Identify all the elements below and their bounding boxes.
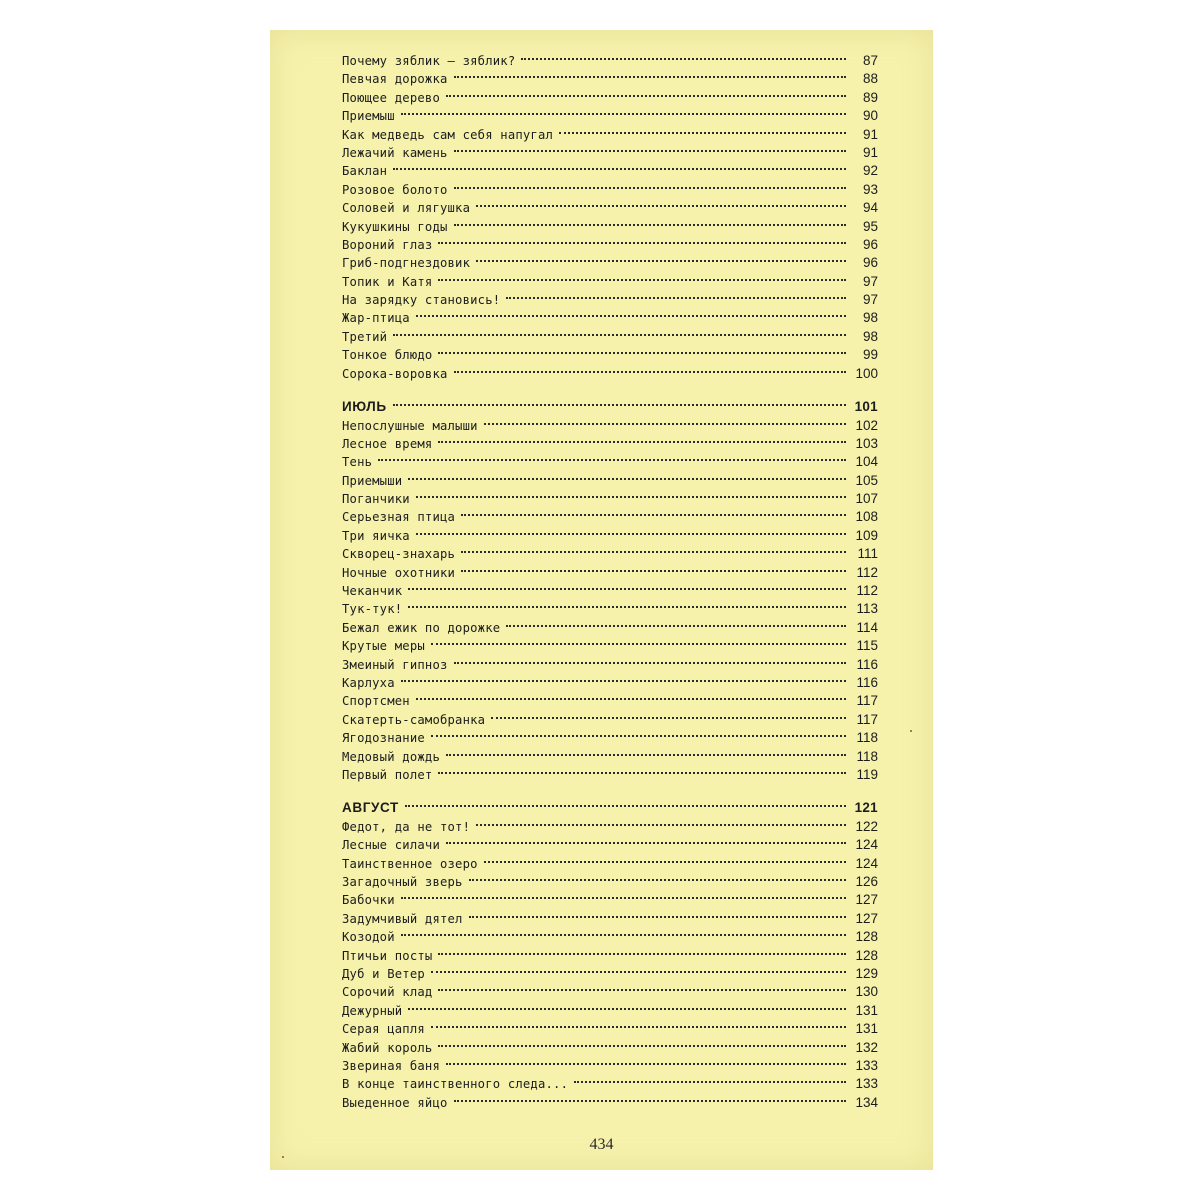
entry-page-number: 116 (856, 675, 878, 690)
entry-title: Жабий король (342, 1040, 433, 1055)
entry-title: Кукушкины годы (342, 219, 448, 234)
entry-page-number: 113 (856, 601, 878, 617)
entry-title: Сорока-воровка (342, 366, 448, 381)
entry-title: Задумчивый дятел (342, 911, 463, 926)
dot-leader (454, 662, 846, 664)
entry-title: Топик и Катя (342, 274, 433, 289)
entry-title: Приемыши (342, 473, 403, 488)
entry-page-number: 99 (862, 347, 878, 363)
dot-leader (461, 551, 846, 553)
dot-leader (401, 934, 846, 936)
toc-entry (342, 472, 878, 490)
entry-page-number: 133 (855, 1057, 878, 1073)
toc-section-heading (342, 797, 878, 818)
toc-entry (342, 162, 878, 180)
entry-title: Первый полет (342, 767, 433, 782)
toc-entry (342, 619, 878, 637)
entry-title: Карлуха (342, 676, 395, 690)
dot-leader (521, 58, 846, 60)
toc-entry (342, 52, 878, 70)
dot-leader (438, 242, 846, 244)
entry-page-number: 130 (855, 984, 878, 1000)
entry-page-number: 134 (855, 1094, 878, 1110)
entry-page-number: 92 (862, 163, 878, 179)
dot-leader (484, 423, 846, 425)
dot-leader (469, 916, 846, 918)
book-page (270, 30, 933, 1170)
paper-speck (910, 730, 912, 732)
toc-entry (342, 417, 878, 435)
section-heading-title: ИЮЛЬ (342, 398, 387, 414)
dot-leader (431, 735, 846, 737)
entry-title: Ягодознание (342, 731, 425, 746)
toc-entry (342, 70, 878, 88)
entry-page-number: 112 (856, 583, 878, 599)
entry-page-number: 105 (855, 472, 878, 488)
section-heading-title: АВГУСТ (342, 799, 399, 815)
dot-leader (506, 625, 846, 627)
toc-entry (342, 144, 878, 162)
entry-page-number: 124 (855, 855, 878, 871)
entry-title: Бабочки (342, 893, 395, 908)
entry-page-number: 117 (856, 693, 878, 709)
entry-page-number: 128 (855, 929, 878, 945)
table-of-contents (342, 52, 878, 1112)
toc-entry (342, 89, 878, 107)
toc-entry (342, 564, 878, 582)
entry-title: Дежурный (342, 1003, 403, 1018)
toc-section (342, 396, 878, 785)
entry-page-number: 116 (856, 656, 878, 672)
dot-leader (506, 297, 846, 299)
entry-page-number: 97 (862, 273, 878, 289)
entry-title: Серая цапля (342, 1022, 425, 1037)
entry-page-number: 96 (862, 236, 878, 252)
entry-page-number: 93 (862, 181, 878, 197)
toc-entry (342, 291, 878, 309)
dot-leader (431, 1026, 846, 1028)
toc-entry (342, 836, 878, 854)
dot-leader (416, 315, 846, 317)
dot-leader (416, 698, 846, 700)
toc-entry (342, 766, 878, 784)
entry-title: Тень (342, 455, 373, 470)
toc-entry (342, 365, 878, 383)
entry-page-number: 103 (855, 435, 878, 451)
entry-title: Скатерть-самобранка (342, 712, 486, 727)
entry-page-number: 89 (862, 89, 878, 105)
toc-entry (342, 748, 878, 766)
dot-leader (446, 842, 846, 844)
entry-page-number: 98 (862, 328, 878, 344)
toc-entry (342, 1039, 878, 1057)
entry-title: Соловей и лягушка (342, 201, 471, 216)
toc-entry (342, 527, 878, 545)
entry-title: Жар-птица (342, 311, 410, 326)
entry-page-number: 111 (857, 546, 878, 562)
entry-page-number: 115 (856, 638, 878, 654)
dot-leader (559, 132, 846, 134)
toc-section (342, 52, 878, 383)
dot-leader (401, 680, 846, 682)
dot-leader (401, 113, 846, 115)
dot-leader (461, 514, 846, 516)
toc-entry (342, 910, 878, 928)
toc-entry (342, 218, 878, 236)
toc-entry (342, 1094, 878, 1112)
toc-entry (342, 1020, 878, 1038)
entry-page-number: 117 (856, 711, 878, 727)
dot-leader (438, 279, 846, 281)
entry-page-number: 102 (855, 417, 878, 433)
entry-page-number: 100 (855, 365, 878, 381)
dot-leader (438, 352, 846, 354)
entry-page-number: 129 (855, 965, 878, 981)
toc-entry (342, 435, 878, 453)
entry-title: Приемыш (342, 109, 395, 124)
toc-entry (342, 983, 878, 1001)
entry-title: В конце таинственного следа... (342, 1077, 569, 1092)
section-heading-page: 121 (854, 799, 878, 815)
paper-speck (282, 1156, 284, 1158)
entry-title: Козодой (342, 930, 395, 945)
toc-entry (342, 692, 878, 710)
toc-entry (342, 107, 878, 125)
toc-entry (342, 126, 878, 144)
entry-title: Змеиный гипноз (342, 657, 448, 672)
entry-title: Звериная баня (342, 1058, 440, 1073)
entry-page-number: 114 (856, 619, 878, 635)
entry-page-number: 97 (862, 292, 878, 308)
entry-title: Птичьи посты (342, 948, 433, 963)
dot-leader (446, 1063, 846, 1065)
dot-leader (438, 772, 846, 774)
toc-entry (342, 273, 878, 291)
entry-title: Тук-тук! (342, 602, 403, 617)
entry-title: Дуб и Ветер (342, 966, 425, 981)
entry-page-number: 128 (855, 947, 878, 963)
dot-leader (393, 404, 846, 406)
toc-entry (342, 545, 878, 563)
entry-title: Певчая дорожка (342, 72, 448, 87)
dot-leader (476, 205, 846, 207)
entry-page-number: 88 (862, 71, 878, 87)
toc-entry (342, 674, 878, 692)
entry-page-number: 132 (855, 1039, 878, 1055)
toc-entry (342, 891, 878, 909)
dot-leader (431, 971, 846, 973)
entry-title: Выеденное яйцо (342, 1095, 448, 1110)
dot-leader (454, 224, 846, 226)
entry-page-number: 96 (862, 255, 878, 271)
dot-leader (454, 76, 846, 78)
entry-page-number: 133 (855, 1076, 878, 1092)
entry-title: Поганчики (342, 492, 410, 507)
entry-page-number: 107 (855, 491, 878, 507)
dot-leader (454, 187, 846, 189)
dot-leader (476, 824, 846, 826)
dot-leader (454, 1100, 846, 1102)
entry-page-number: 95 (862, 218, 878, 234)
toc-entry (342, 1002, 878, 1020)
toc-entry (342, 873, 878, 891)
toc-entry (342, 818, 878, 836)
dot-leader (405, 805, 846, 807)
dot-leader (393, 168, 846, 170)
dot-leader (438, 953, 846, 955)
dot-leader (476, 260, 846, 262)
entry-title: Тонкое блюдо (342, 348, 433, 363)
dot-leader (408, 478, 846, 480)
entry-title: Поющее дерево (342, 90, 440, 105)
entry-page-number: 91 (862, 144, 878, 160)
dot-leader (408, 588, 846, 590)
dot-leader (416, 496, 846, 498)
toc-entry (342, 965, 878, 983)
dot-leader (438, 989, 846, 991)
entry-page-number: 109 (855, 527, 878, 543)
dot-leader (378, 459, 846, 461)
toc-section-heading (342, 396, 878, 417)
entry-title: Ночные охотники (342, 565, 456, 580)
entry-title: Три яичка (342, 528, 410, 543)
entry-page-number: 127 (855, 892, 878, 908)
entry-title: Сорочий клад (342, 985, 433, 1000)
toc-entry (342, 453, 878, 471)
dot-leader (393, 334, 846, 336)
dot-leader (484, 861, 846, 863)
entry-title: Розовое болото (342, 182, 448, 197)
toc-entry (342, 600, 878, 618)
entry-page-number: 87 (862, 53, 878, 68)
entry-page-number: 94 (862, 200, 878, 216)
toc-section (342, 797, 878, 1112)
entry-title: Скворец-знахарь (342, 547, 456, 562)
toc-entry (342, 309, 878, 327)
dot-leader (574, 1081, 846, 1083)
entry-page-number: 118 (856, 748, 878, 764)
entry-page-number: 122 (855, 818, 878, 834)
dot-leader (408, 1008, 846, 1010)
dot-leader (461, 570, 846, 572)
dot-leader (454, 371, 846, 373)
entry-title: Спортсмен (342, 694, 410, 709)
entry-page-number: 104 (855, 454, 878, 470)
toc-entry (342, 855, 878, 873)
toc-entry (342, 328, 878, 346)
entry-title: Федот, да не тот! (342, 819, 471, 834)
toc-entry (342, 729, 878, 747)
entry-title: Вороний глаз (342, 237, 433, 252)
entry-page-number: 126 (855, 874, 878, 890)
toc-entry (342, 181, 878, 199)
entry-page-number: 127 (855, 910, 878, 926)
entry-title: Таинственное озеро (342, 856, 478, 871)
toc-entry (342, 508, 878, 526)
toc-entry (342, 582, 878, 600)
page-number: 434 (589, 1136, 614, 1153)
entry-page-number: 119 (856, 766, 878, 782)
entry-page-number: 108 (855, 509, 878, 525)
entry-page-number: 98 (862, 310, 878, 326)
dot-leader (438, 1045, 846, 1047)
dot-leader (401, 897, 846, 899)
entry-page-number: 131 (855, 1002, 878, 1018)
entry-title: Загадочный зверь (342, 875, 463, 890)
entry-title: На зарядку становись! (342, 293, 501, 308)
entry-page-number: 131 (855, 1021, 878, 1037)
dot-leader (491, 717, 846, 719)
entry-page-number: 118 (856, 730, 878, 746)
dot-leader (469, 879, 846, 881)
entry-page-number: 112 (856, 564, 878, 580)
entry-title: Чеканчик (342, 584, 403, 599)
entry-title: Третий (342, 329, 388, 344)
dot-leader (416, 533, 846, 535)
dot-leader (438, 441, 846, 443)
toc-entry (342, 711, 878, 729)
toc-entry (342, 346, 878, 364)
dot-leader (446, 754, 846, 756)
entry-title: Крутые меры (342, 639, 425, 654)
toc-entry (342, 656, 878, 674)
toc-entry (342, 1057, 878, 1075)
entry-page-number: 91 (862, 126, 878, 142)
toc-entry (342, 947, 878, 965)
dot-leader (454, 150, 846, 152)
entry-title: Лесное время (342, 436, 433, 451)
entry-title: Лежачий камень (342, 145, 448, 160)
entry-title: Как медведь сам себя напугал (342, 127, 554, 142)
entry-page-number: 90 (862, 108, 878, 124)
entry-title: Непослушные малыши (342, 418, 478, 433)
entry-page-number: 124 (855, 837, 878, 853)
entry-title: Бежал ежик по дорожке (342, 620, 501, 635)
entry-title: Гриб-подгнездовик (342, 256, 471, 271)
dot-leader (446, 95, 846, 97)
entry-title: Почему зяблик — зяблик? (342, 54, 516, 68)
entry-title: Серьезная птица (342, 510, 456, 525)
toc-entry (342, 254, 878, 272)
entry-title: Лесные силачи (342, 838, 440, 853)
dot-leader (408, 606, 846, 608)
section-heading-page: 101 (854, 398, 878, 414)
toc-entry (342, 236, 878, 254)
toc-entry (342, 637, 878, 655)
entry-title: Баклан (342, 164, 388, 179)
entry-title: Медовый дождь (342, 749, 440, 764)
toc-entry (342, 928, 878, 946)
toc-entry (342, 199, 878, 217)
toc-entry (342, 490, 878, 508)
toc-entry (342, 1075, 878, 1093)
dot-leader (431, 643, 846, 645)
